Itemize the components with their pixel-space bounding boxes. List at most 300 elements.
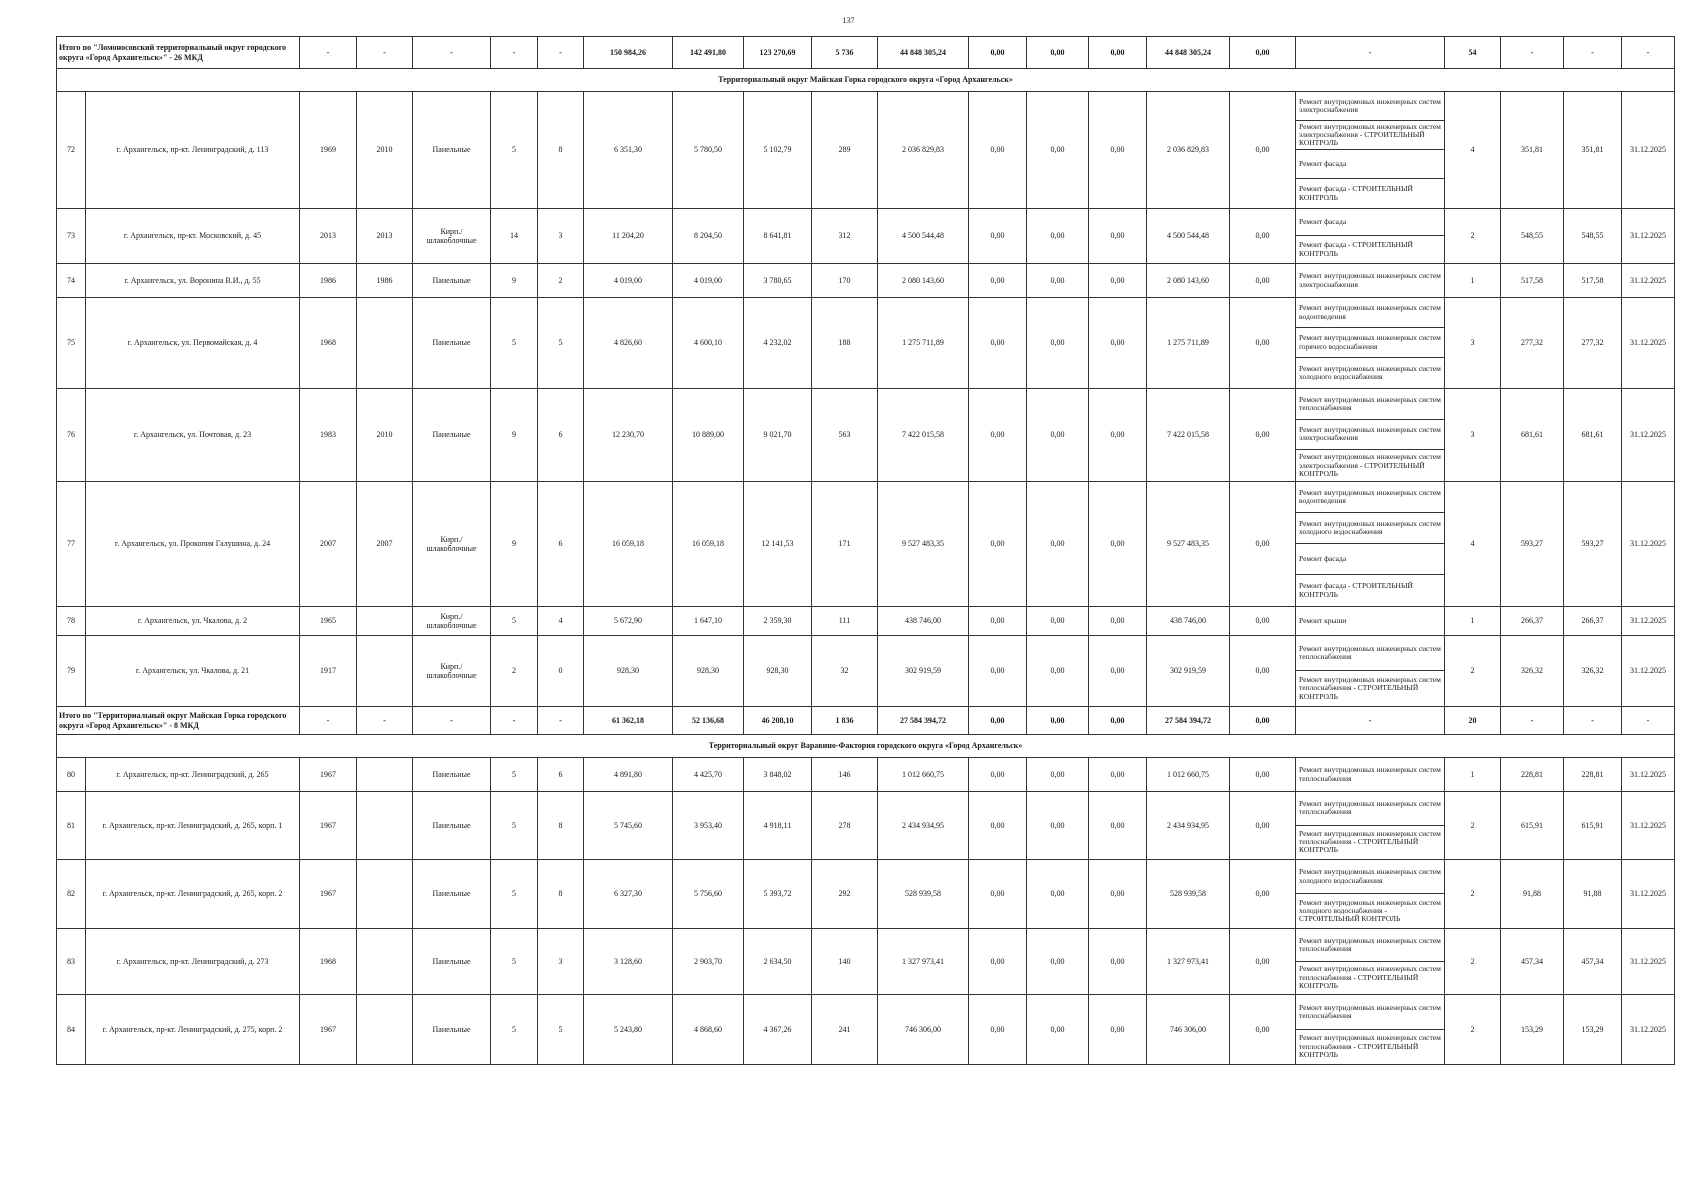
work-item: Ремонт внутридомовых инженерных систем теплоснабжения bbox=[1296, 929, 1444, 962]
regional-budget: 0,00 bbox=[1027, 758, 1089, 792]
work-item: Ремонт внутридомовых инженерных систем теплоснабжения bbox=[1296, 792, 1444, 826]
summary-total-area: 150 984,26 bbox=[584, 37, 673, 69]
address: г. Архангельск, пр-кт. Ленинградский, д. 113 bbox=[86, 92, 300, 209]
local-budget: 0,00 bbox=[1089, 209, 1147, 264]
residents: 171 bbox=[812, 482, 878, 607]
summary-row-maiskaya bbox=[57, 707, 1675, 735]
works-list bbox=[1296, 995, 1445, 1065]
works-count: 2 bbox=[1445, 860, 1501, 929]
work-item: Ремонт фасада - СТРОИТЕЛЬНЫЙ КОНТРОЛЬ bbox=[1299, 240, 1413, 258]
summary-owners-funds: 44 848 305,24 bbox=[1147, 37, 1230, 69]
work-item: Ремонт фасада bbox=[1296, 544, 1444, 575]
other-funds: 0,00 bbox=[1230, 298, 1296, 389]
fund-share: 0,00 bbox=[969, 758, 1027, 792]
summary-premises-area: 52 136,68 bbox=[673, 707, 744, 735]
summary-dash: - bbox=[1564, 707, 1622, 735]
owners-funds: 7 422 015,58 bbox=[1147, 389, 1230, 482]
work-item: Ремонт внутридомовых инженерных систем электроснабжения - СТРОИТЕЛЬНЫЙ КОНТРОЛЬ bbox=[1296, 121, 1444, 150]
entrances: 8 bbox=[538, 92, 584, 209]
residential-area: 4 918,11 bbox=[744, 792, 812, 860]
address: г. Архангельск, пр-кт. Ленинградский, д. 275, корп. 2 bbox=[86, 995, 300, 1065]
premises-area: 4 868,60 bbox=[673, 995, 744, 1065]
year-renovated bbox=[357, 298, 413, 389]
unit-cost-limit: 91,88 bbox=[1564, 860, 1622, 929]
table-row bbox=[57, 758, 1675, 792]
row-number: 79 bbox=[57, 636, 86, 707]
address: г. Архангельск, пр-кт. Московский, д. 45 bbox=[86, 209, 300, 264]
fund-share: 0,00 bbox=[969, 209, 1027, 264]
summary-row-lomonosovsky bbox=[57, 37, 1675, 69]
floors: 5 bbox=[491, 860, 538, 929]
residential-area: 12 141,53 bbox=[744, 482, 812, 607]
residential-area: 2 359,30 bbox=[744, 607, 812, 636]
regional-budget: 0,00 bbox=[1027, 636, 1089, 707]
summary-fund: 0,00 bbox=[969, 707, 1027, 735]
address: г. Архангельск, ул. Почтовая, д. 23 bbox=[86, 389, 300, 482]
local-budget: 0,00 bbox=[1089, 482, 1147, 607]
year-renovated bbox=[357, 929, 413, 995]
unit-cost: 266,37 bbox=[1501, 607, 1564, 636]
year-renovated: 2010 bbox=[357, 389, 413, 482]
completion-date: 31.12.2025 bbox=[1622, 389, 1675, 482]
wall-material: Кирп./ шлакоблочные bbox=[413, 482, 491, 607]
unit-cost: 228,81 bbox=[1501, 758, 1564, 792]
repair-cost: 528 939,58 bbox=[878, 860, 969, 929]
wall-material: Панельные bbox=[413, 929, 491, 995]
summary-dash: - bbox=[538, 37, 584, 69]
summary-total-area: 61 362,18 bbox=[584, 707, 673, 735]
owners-funds: 4 500 544,48 bbox=[1147, 209, 1230, 264]
regional-budget: 0,00 bbox=[1027, 929, 1089, 995]
repair-cost: 2 434 934,95 bbox=[878, 792, 969, 860]
total-area: 6 351,30 bbox=[584, 92, 673, 209]
summary-dash: - bbox=[1296, 707, 1445, 735]
unit-cost-limit: 517,58 bbox=[1564, 264, 1622, 298]
year-renovated bbox=[357, 860, 413, 929]
year-renovated bbox=[357, 636, 413, 707]
work-item: Ремонт внутридомовых инженерных систем водоотведения bbox=[1296, 482, 1444, 513]
total-area: 16 059,18 bbox=[584, 482, 673, 607]
work-item: Ремонт внутридомовых инженерных систем теплоснабжения bbox=[1299, 765, 1441, 783]
summary-owners-funds: 27 584 394,72 bbox=[1147, 707, 1230, 735]
residential-area: 8 641,81 bbox=[744, 209, 812, 264]
wall-material: Панельные bbox=[413, 298, 491, 389]
unit-cost-limit: 593,27 bbox=[1564, 482, 1622, 607]
premises-area: 3 953,40 bbox=[673, 792, 744, 860]
residential-area: 4 367,26 bbox=[744, 995, 812, 1065]
table-row bbox=[57, 929, 1675, 995]
fund-share: 0,00 bbox=[969, 482, 1027, 607]
year-built: 2013 bbox=[300, 209, 357, 264]
summary-dash: - bbox=[357, 37, 413, 69]
completion-date: 31.12.2025 bbox=[1622, 209, 1675, 264]
summary-dash: - bbox=[1622, 707, 1675, 735]
work-item: Ремонт внутридомовых инженерных систем горячего водоснабжения bbox=[1296, 328, 1444, 358]
work-item: Ремонт внутридомовых инженерных систем теплоснабжения bbox=[1296, 636, 1444, 671]
summary-dash: - bbox=[491, 37, 538, 69]
total-area: 12 230,70 bbox=[584, 389, 673, 482]
repair-cost: 7 422 015,58 bbox=[878, 389, 969, 482]
entrances: 3 bbox=[538, 209, 584, 264]
year-built: 1917 bbox=[300, 636, 357, 707]
summary-dash: - bbox=[1296, 37, 1445, 69]
unit-cost-limit: 615,91 bbox=[1564, 792, 1622, 860]
unit-cost: 91,88 bbox=[1501, 860, 1564, 929]
summary-dash: - bbox=[300, 707, 357, 735]
completion-date: 31.12.2025 bbox=[1622, 92, 1675, 209]
summary-dash: - bbox=[413, 707, 491, 735]
address: г. Архангельск, пр-кт. Ленинградский, д. 265, корп. 2 bbox=[86, 860, 300, 929]
works-count: 1 bbox=[1445, 264, 1501, 298]
entrances: 6 bbox=[538, 758, 584, 792]
entrances: 8 bbox=[538, 860, 584, 929]
entrances: 0 bbox=[538, 636, 584, 707]
other-funds: 0,00 bbox=[1230, 209, 1296, 264]
repair-cost: 2 036 829,83 bbox=[878, 92, 969, 209]
section-header-maiskaya bbox=[57, 69, 1675, 92]
residents: 32 bbox=[812, 636, 878, 707]
wall-material: Панельные bbox=[413, 92, 491, 209]
residential-area: 5 102,79 bbox=[744, 92, 812, 209]
premises-area: 16 059,18 bbox=[673, 482, 744, 607]
owners-funds: 1 012 660,75 bbox=[1147, 758, 1230, 792]
works-count: 2 bbox=[1445, 995, 1501, 1065]
table-row bbox=[57, 209, 1675, 264]
regional-budget: 0,00 bbox=[1027, 995, 1089, 1065]
work-item: Ремонт внутридомовых инженерных систем водоотведения bbox=[1296, 298, 1444, 328]
year-renovated: 2010 bbox=[357, 92, 413, 209]
repair-cost: 1 275 711,89 bbox=[878, 298, 969, 389]
year-built: 1969 bbox=[300, 92, 357, 209]
work-item: Ремонт внутридомовых инженерных систем электроснабжения bbox=[1299, 271, 1441, 289]
unit-cost: 153,29 bbox=[1501, 995, 1564, 1065]
completion-date: 31.12.2025 bbox=[1622, 758, 1675, 792]
year-built: 1968 bbox=[300, 298, 357, 389]
owners-funds: 2 036 829,83 bbox=[1147, 92, 1230, 209]
completion-date: 31.12.2025 bbox=[1622, 482, 1675, 607]
works-count: 2 bbox=[1445, 209, 1501, 264]
entrances: 8 bbox=[538, 792, 584, 860]
work-item: Ремонт внутридомовых инженерных систем электроснабжения bbox=[1296, 420, 1444, 451]
address: г. Архангельск, ул. Чкалова, д. 21 bbox=[86, 636, 300, 707]
summary-fund: 0,00 bbox=[1089, 37, 1147, 69]
entrances: 2 bbox=[538, 264, 584, 298]
row-number: 80 bbox=[57, 758, 86, 792]
other-funds: 0,00 bbox=[1230, 607, 1296, 636]
residential-area: 3 780,65 bbox=[744, 264, 812, 298]
year-renovated bbox=[357, 758, 413, 792]
unit-cost: 548,55 bbox=[1501, 209, 1564, 264]
total-area: 5 243,80 bbox=[584, 995, 673, 1065]
regional-budget: 0,00 bbox=[1027, 209, 1089, 264]
table-row bbox=[57, 792, 1675, 860]
wall-material: Кирп./ шлакоблочные bbox=[413, 209, 491, 264]
summary-dash: - bbox=[1501, 37, 1564, 69]
work-item: Ремонт внутридомовых инженерных систем теплоснабжения bbox=[1296, 389, 1444, 420]
total-area: 3 128,60 bbox=[584, 929, 673, 995]
address: г. Архангельск, ул. Чкалова, д. 2 bbox=[86, 607, 300, 636]
works-count: 2 bbox=[1445, 636, 1501, 707]
regional-budget: 0,00 bbox=[1027, 860, 1089, 929]
unit-cost-limit: 457,34 bbox=[1564, 929, 1622, 995]
owners-funds: 746 306,00 bbox=[1147, 995, 1230, 1065]
premises-area: 5 780,50 bbox=[673, 92, 744, 209]
summary-works-count: 54 bbox=[1445, 37, 1501, 69]
premises-area: 8 204,50 bbox=[673, 209, 744, 264]
works-count: 1 bbox=[1445, 607, 1501, 636]
owners-funds: 2 080 143,60 bbox=[1147, 264, 1230, 298]
fund-share: 0,00 bbox=[969, 607, 1027, 636]
table-row bbox=[57, 607, 1675, 636]
year-built: 1967 bbox=[300, 995, 357, 1065]
works-count: 2 bbox=[1445, 929, 1501, 995]
wall-material: Панельные bbox=[413, 792, 491, 860]
works-list bbox=[1296, 389, 1445, 482]
premises-area: 4 425,70 bbox=[673, 758, 744, 792]
fund-share: 0,00 bbox=[969, 636, 1027, 707]
entrances: 4 bbox=[538, 607, 584, 636]
residents: 140 bbox=[812, 929, 878, 995]
other-funds: 0,00 bbox=[1230, 758, 1296, 792]
address: г. Архангельск, ул. Первомайская, д. 4 bbox=[86, 298, 300, 389]
row-number: 74 bbox=[57, 264, 86, 298]
repair-cost: 1 012 660,75 bbox=[878, 758, 969, 792]
work-item: Ремонт внутридомовых инженерных систем холодного водоснабжения - СТРОИТЕЛЬНЫЙ КОНТРОЛЬ bbox=[1299, 897, 1441, 924]
entrances: 5 bbox=[538, 298, 584, 389]
other-funds: 0,00 bbox=[1230, 482, 1296, 607]
year-built: 1967 bbox=[300, 860, 357, 929]
total-area: 928,30 bbox=[584, 636, 673, 707]
owners-funds: 438 746,00 bbox=[1147, 607, 1230, 636]
row-number: 77 bbox=[57, 482, 86, 607]
table-row bbox=[57, 995, 1675, 1065]
row-number: 81 bbox=[57, 792, 86, 860]
residential-area: 928,30 bbox=[744, 636, 812, 707]
local-budget: 0,00 bbox=[1089, 929, 1147, 995]
regional-budget: 0,00 bbox=[1027, 92, 1089, 209]
total-area: 6 327,30 bbox=[584, 860, 673, 929]
row-number: 75 bbox=[57, 298, 86, 389]
other-funds: 0,00 bbox=[1230, 92, 1296, 209]
entrances: 6 bbox=[538, 482, 584, 607]
work-item: Ремонт внутридомовых инженерных систем теплоснабжения - СТРОИТЕЛЬНЫЙ КОНТРОЛЬ bbox=[1299, 964, 1441, 990]
row-number: 72 bbox=[57, 92, 86, 209]
summary-other: 0,00 bbox=[1230, 707, 1296, 735]
works-count: 4 bbox=[1445, 482, 1501, 607]
works-count: 3 bbox=[1445, 389, 1501, 482]
unit-cost-limit: 277,32 bbox=[1564, 298, 1622, 389]
total-area: 5 745,60 bbox=[584, 792, 673, 860]
unit-cost: 457,34 bbox=[1501, 929, 1564, 995]
year-built: 1968 bbox=[300, 929, 357, 995]
regional-budget: 0,00 bbox=[1027, 792, 1089, 860]
summary-dash: - bbox=[491, 707, 538, 735]
works-list bbox=[1296, 929, 1445, 995]
repair-cost: 4 500 544,48 bbox=[878, 209, 969, 264]
residents: 292 bbox=[812, 860, 878, 929]
work-item: Ремонт внутридомовых инженерных систем теплоснабжения bbox=[1296, 995, 1444, 1030]
wall-material: Панельные bbox=[413, 264, 491, 298]
unit-cost: 277,32 bbox=[1501, 298, 1564, 389]
local-budget: 0,00 bbox=[1089, 607, 1147, 636]
table-row bbox=[57, 264, 1675, 298]
premises-area: 2 903,70 bbox=[673, 929, 744, 995]
summary-residential-area: 123 270,69 bbox=[744, 37, 812, 69]
row-number: 84 bbox=[57, 995, 86, 1065]
residential-area: 9 021,70 bbox=[744, 389, 812, 482]
total-area: 4 826,60 bbox=[584, 298, 673, 389]
premises-area: 4 019,00 bbox=[673, 264, 744, 298]
unit-cost-limit: 681,61 bbox=[1564, 389, 1622, 482]
year-renovated bbox=[357, 607, 413, 636]
work-item: Ремонт внутридомовых инженерных систем теплоснабжения - СТРОИТЕЛЬНЫЙ КОНТРОЛЬ bbox=[1299, 675, 1441, 701]
floors: 5 bbox=[491, 298, 538, 389]
unit-cost: 517,58 bbox=[1501, 264, 1564, 298]
local-budget: 0,00 bbox=[1089, 758, 1147, 792]
summary-works-count: 20 bbox=[1445, 707, 1501, 735]
residential-area: 4 232,02 bbox=[744, 298, 812, 389]
summary-label: Итого по "Территориальный округ Майская Горка городского округа «Город Архангельск»" - 8 МКД bbox=[57, 707, 300, 735]
works-list bbox=[1296, 482, 1445, 607]
work-item: Ремонт внутридомовых инженерных систем электроснабжения bbox=[1296, 92, 1444, 121]
wall-material: Панельные bbox=[413, 995, 491, 1065]
completion-date: 31.12.2025 bbox=[1622, 298, 1675, 389]
works-list bbox=[1296, 607, 1445, 636]
works-list bbox=[1296, 636, 1445, 707]
regional-budget: 0,00 bbox=[1027, 607, 1089, 636]
year-renovated: 2013 bbox=[357, 209, 413, 264]
works-count: 2 bbox=[1445, 792, 1501, 860]
floors: 14 bbox=[491, 209, 538, 264]
total-area: 11 204,20 bbox=[584, 209, 673, 264]
repair-cost: 746 306,00 bbox=[878, 995, 969, 1065]
unit-cost-limit: 228,81 bbox=[1564, 758, 1622, 792]
residents: 312 bbox=[812, 209, 878, 264]
residents: 146 bbox=[812, 758, 878, 792]
unit-cost: 351,81 bbox=[1501, 92, 1564, 209]
fund-share: 0,00 bbox=[969, 929, 1027, 995]
section-title: Территориальный округ Варавино-Фактория городского округа «Город Архангельск» bbox=[57, 735, 1675, 758]
unit-cost-limit: 266,37 bbox=[1564, 607, 1622, 636]
other-funds: 0,00 bbox=[1230, 636, 1296, 707]
row-number: 83 bbox=[57, 929, 86, 995]
summary-dash: - bbox=[1622, 37, 1675, 69]
summary-premises-area: 142 491,80 bbox=[673, 37, 744, 69]
residential-area: 5 393,72 bbox=[744, 860, 812, 929]
table-row bbox=[57, 482, 1675, 607]
other-funds: 0,00 bbox=[1230, 929, 1296, 995]
table-row bbox=[57, 389, 1675, 482]
works-list bbox=[1296, 758, 1445, 792]
work-item: Ремонт внутридомовых инженерных систем холодного водоснабжения bbox=[1299, 363, 1441, 381]
local-budget: 0,00 bbox=[1089, 995, 1147, 1065]
wall-material: Панельные bbox=[413, 389, 491, 482]
total-area: 4 891,80 bbox=[584, 758, 673, 792]
local-budget: 0,00 bbox=[1089, 792, 1147, 860]
regional-budget: 0,00 bbox=[1027, 264, 1089, 298]
local-budget: 0,00 bbox=[1089, 92, 1147, 209]
wall-material: Панельные bbox=[413, 860, 491, 929]
year-built: 1986 bbox=[300, 264, 357, 298]
summary-dash: - bbox=[357, 707, 413, 735]
summary-fund: 0,00 bbox=[1027, 37, 1089, 69]
table-body bbox=[57, 37, 1675, 1065]
entrances: 6 bbox=[538, 389, 584, 482]
other-funds: 0,00 bbox=[1230, 995, 1296, 1065]
summary-dash: - bbox=[1564, 37, 1622, 69]
summary-dash: - bbox=[1501, 707, 1564, 735]
local-budget: 0,00 bbox=[1089, 636, 1147, 707]
year-renovated: 2007 bbox=[357, 482, 413, 607]
regional-budget: 0,00 bbox=[1027, 298, 1089, 389]
wall-material: Панельные bbox=[413, 758, 491, 792]
summary-fund: 0,00 bbox=[969, 37, 1027, 69]
repair-cost: 9 527 483,35 bbox=[878, 482, 969, 607]
completion-date: 31.12.2025 bbox=[1622, 264, 1675, 298]
page-number: 137 bbox=[842, 16, 855, 25]
premises-area: 928,30 bbox=[673, 636, 744, 707]
address: г. Архангельск, пр-кт. Ленинградский, д. 265 bbox=[86, 758, 300, 792]
floors: 2 bbox=[491, 636, 538, 707]
summary-fund: 0,00 bbox=[1089, 707, 1147, 735]
residents: 111 bbox=[812, 607, 878, 636]
unit-cost-limit: 326,32 bbox=[1564, 636, 1622, 707]
local-budget: 0,00 bbox=[1089, 298, 1147, 389]
fund-share: 0,00 bbox=[969, 860, 1027, 929]
premises-area: 1 647,10 bbox=[673, 607, 744, 636]
residential-area: 3 848,02 bbox=[744, 758, 812, 792]
floors: 9 bbox=[491, 389, 538, 482]
local-budget: 0,00 bbox=[1089, 389, 1147, 482]
row-number: 76 bbox=[57, 389, 86, 482]
entrances: 3 bbox=[538, 929, 584, 995]
completion-date: 31.12.2025 bbox=[1622, 929, 1675, 995]
summary-cost: 27 584 394,72 bbox=[878, 707, 969, 735]
local-budget: 0,00 bbox=[1089, 264, 1147, 298]
work-item: Ремонт фасада bbox=[1296, 150, 1444, 179]
unit-cost-limit: 548,55 bbox=[1564, 209, 1622, 264]
summary-label: Итого по "Ломоносовский территориальный округ городского округа «Город Архангельск»" - 26 МКД bbox=[57, 37, 300, 69]
works-list bbox=[1296, 209, 1445, 264]
repair-cost: 2 080 143,60 bbox=[878, 264, 969, 298]
row-number: 78 bbox=[57, 607, 86, 636]
work-item: Ремонт внутридомовых инженерных систем холодного водоснабжения bbox=[1296, 860, 1444, 894]
premises-area: 5 756,60 bbox=[673, 860, 744, 929]
year-built: 1967 bbox=[300, 758, 357, 792]
unit-cost: 593,27 bbox=[1501, 482, 1564, 607]
summary-other: 0,00 bbox=[1230, 37, 1296, 69]
work-item: Ремонт фасада - СТРОИТЕЛЬНЫЙ КОНТРОЛЬ bbox=[1299, 184, 1413, 202]
year-built: 1983 bbox=[300, 389, 357, 482]
owners-funds: 302 919,59 bbox=[1147, 636, 1230, 707]
fund-share: 0,00 bbox=[969, 92, 1027, 209]
summary-dash: - bbox=[413, 37, 491, 69]
address: г. Архангельск, пр-кт. Ленинградский, д. 265, корп. 1 bbox=[86, 792, 300, 860]
address: г. Архангельск, пр-кт. Ленинградский, д. 273 bbox=[86, 929, 300, 995]
table-row bbox=[57, 298, 1675, 389]
owners-funds: 1 327 973,41 bbox=[1147, 929, 1230, 995]
residents: 289 bbox=[812, 92, 878, 209]
owners-funds: 2 434 934,95 bbox=[1147, 792, 1230, 860]
year-renovated bbox=[357, 792, 413, 860]
work-item: Ремонт внутридомовых инженерных систем теплоснабжения - СТРОИТЕЛЬНЫЙ КОНТРОЛЬ bbox=[1299, 1033, 1441, 1059]
summary-residential-area: 46 208,10 bbox=[744, 707, 812, 735]
summary-residents: 1 836 bbox=[812, 707, 878, 735]
unit-cost-limit: 351,81 bbox=[1564, 92, 1622, 209]
premises-area: 4 600,10 bbox=[673, 298, 744, 389]
completion-date: 31.12.2025 bbox=[1622, 636, 1675, 707]
completion-date: 31.12.2025 bbox=[1622, 860, 1675, 929]
